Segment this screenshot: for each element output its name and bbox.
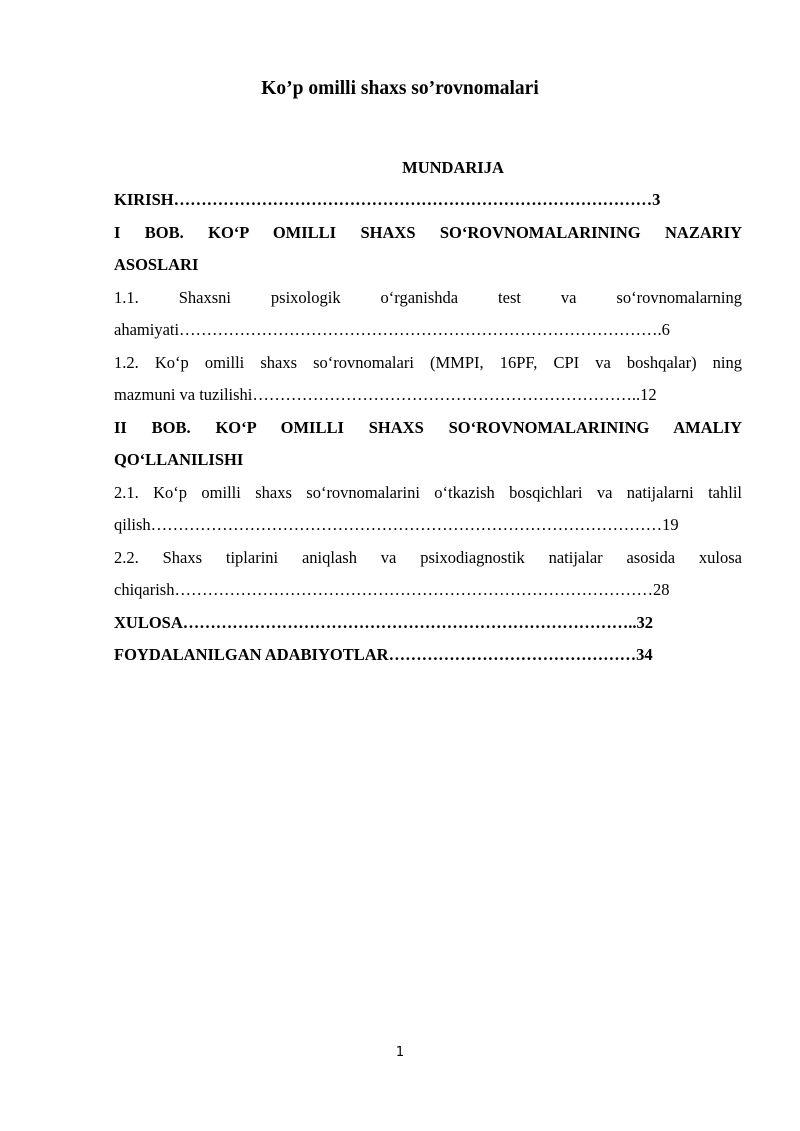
toc-section-1-2-line-1: 1.2. Ko‘p omilli shaxs so‘rovnomalari (MMPI, 16PF, CPI va boshqalar) ning: [114, 352, 742, 372]
toc-entry-section-2-2[interactable]: [114, 542, 742, 607]
toc-chapter-1-line-1: I BOB. KO‘P OMILLI SHAXS SO‘ROVNOMALARINING NAZARIY: [114, 222, 742, 242]
toc-chapter-1-line-2: ASOSLARI: [114, 255, 199, 274]
toc-entry-xulosa-text: XULOSA………………………………………………………………………..32: [114, 612, 654, 632]
toc-entry-chapter-2[interactable]: [114, 412, 742, 477]
toc-section-1-1-line-2: ahamiyati…………………………………………………………………………….6: [114, 320, 670, 339]
toc-section-2-1-line-2: qilish…………………………………………………………………………………19: [114, 515, 679, 534]
toc-heading: MUNDARIJA: [402, 158, 504, 177]
toc-entry-kirish-text: KIRISH……………………………………………………………………………3: [114, 190, 661, 209]
toc-section-1-1-line-1: 1.1. Shaxsni psixologik o‘rganishda test va so‘rovnomalarning: [114, 287, 742, 307]
toc-entry-section-2-1[interactable]: [114, 477, 742, 542]
page-number: 1: [395, 1045, 405, 1060]
toc-chapter-2-line-1: II BOB. KO‘P OMILLI SHAXS SO‘ROVNOMALARINING AMALIY: [114, 417, 742, 437]
toc-entry-kirish[interactable]: [114, 184, 742, 217]
toc-section-1-2-line-2: mazmuni va tuzilishi……………………………………………………………..12: [114, 385, 657, 404]
toc-section-2-1-line-1: 2.1. Ko‘p omilli shaxs so‘rovnomalarini o‘tkazish bosqichlari va natijalarni tahlil: [114, 482, 742, 502]
toc-entry-section-1-1[interactable]: [114, 282, 742, 347]
toc-entry-adabiyotlar-text: FOYDALANILGAN ADABIYOTLAR………………………………………34: [114, 645, 653, 664]
table-of-contents: [114, 184, 742, 672]
document-title: Ko’p omilli shaxs so’rovnomalari: [261, 78, 539, 99]
toc-section-2-2-line-1: 2.2. Shaxs tiplarini aniqlash va psixodiagnostik natijalar asosida xulosa: [114, 547, 742, 567]
toc-entry-adabiyotlar[interactable]: [114, 639, 742, 672]
toc-entry-chapter-1[interactable]: [114, 217, 742, 282]
toc-entry-xulosa[interactable]: [114, 607, 742, 640]
toc-entry-section-1-2[interactable]: [114, 347, 742, 412]
toc-chapter-2-line-2: QO‘LLANILISHI: [114, 450, 244, 469]
toc-section-2-2-line-2: chiqarish……………………………………………………………………………28: [114, 580, 670, 599]
